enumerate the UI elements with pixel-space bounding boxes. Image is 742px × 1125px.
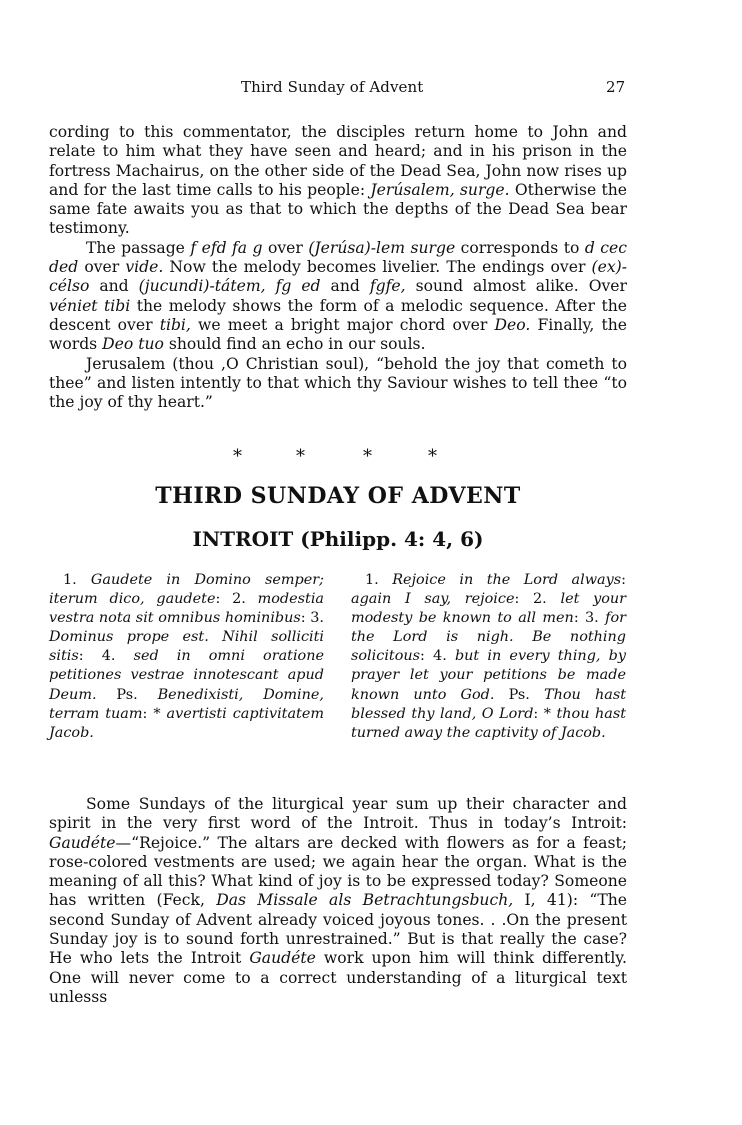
- italic-text-run: Gaudéte: [249, 949, 316, 968]
- text-run: : *: [142, 705, 167, 722]
- introit-english-column: [351, 571, 626, 743]
- text-run: Ps.: [96, 686, 158, 703]
- body-paragraph: [49, 795, 627, 1007]
- text-run: corresponds to: [455, 238, 585, 257]
- text-run: should find an echo in our souls.: [163, 335, 426, 354]
- italic-text-run: Dominus prope est. Nihil solliciti sitis: [49, 629, 324, 665]
- text-run: over: [262, 238, 309, 257]
- italic-text-run: f efd fa g: [190, 238, 263, 257]
- italic-text-run: again I say, rejoice: [351, 591, 515, 608]
- text-run: we meet a bright major chord over: [190, 315, 495, 334]
- text-run: and: [320, 277, 370, 296]
- text-run: Ps.: [494, 686, 545, 703]
- text-run: cording to this commentator, the disciples return home to John and relate to him what they have seen and heard; and in his prison in the fortress Machairus, on the other side of the Dead Sea, John now rises up and for the last time calls to his people:: [49, 123, 627, 199]
- text-run: Finally, the words: [49, 315, 627, 354]
- text-run: Now the melody becomes livelier. The endings over: [163, 258, 592, 277]
- text-run: sound almost alike. Over: [405, 277, 627, 296]
- text-run: : *: [533, 705, 557, 722]
- page-number: 27: [606, 78, 626, 96]
- running-head-title: Third Sunday of Advent: [241, 78, 424, 96]
- text-run: Some Sundays of the liturgical year sum up their character and spirit in the very first word of the Introit. Thus in today’s Introit:: [49, 795, 627, 833]
- introit-latin-text: [49, 571, 324, 743]
- text-run: 1.: [63, 572, 91, 588]
- italic-text-run: Gaudéte: [49, 833, 116, 852]
- text-run: : 2.: [215, 591, 258, 608]
- upper-body-text: [49, 123, 627, 412]
- text-run: the melody shows the form of a melodic sequence. After the descent over: [49, 296, 627, 334]
- text-run: over: [78, 258, 126, 277]
- separator-star: *: [233, 446, 242, 467]
- separator-star: *: [296, 446, 305, 467]
- text-run: 1.: [365, 572, 393, 588]
- body-paragraph: [49, 123, 627, 239]
- text-run: —“Rejoice.” The altars are decked with flowers as for a feast; rose-colored vestments are used; we again hear the organ. What is the meaning of all this? What kind of joy is to be expressed today? Someone has written (Feck,: [49, 833, 627, 910]
- italic-text-run: Rejoice in the Lord always: [392, 572, 622, 588]
- italic-text-run: d cec ded: [49, 238, 627, 277]
- lower-body-text: [49, 795, 627, 1007]
- italic-text-run: Thou hast blessed thy land, O Lord: [351, 686, 626, 722]
- italic-text-run: Deo tuo: [102, 335, 164, 354]
- text-run: work upon him will think differently. One will never come to a correct understanding of a liturgical text unlesss: [49, 949, 627, 1006]
- separator-star: *: [428, 446, 437, 467]
- italic-text-run: (jucundi)-tátem, fg ed: [138, 277, 321, 296]
- italic-text-run: véniet tibi: [49, 296, 131, 315]
- section-title: THIRD SUNDAY OF ADVENT: [155, 483, 521, 509]
- italic-text-run: tibi,: [159, 315, 191, 334]
- text-run: I, 41): “The second Sunday of Advent already voiced joyous tones. . .On the present Sunday joy is to sound forth unrestrained.” But is that really the case? He who lets the Introit: [49, 891, 628, 968]
- italic-text-run: but in every thing, by prayer let your petitions be made known unto God.: [351, 648, 626, 703]
- running-head: [0, 78, 742, 100]
- introit-english-text: [351, 571, 626, 743]
- italic-text-run: let your modesty be known to all men: [351, 591, 627, 627]
- italic-text-run: avertisti captivitatem Jacob.: [49, 705, 324, 741]
- italic-text-run: Jerúsalem, surge.: [370, 180, 510, 199]
- body-paragraph: [49, 239, 627, 355]
- italic-text-run: (Jerúsa)-lem surge: [308, 238, 456, 257]
- text-run: : 2.: [514, 591, 561, 608]
- italic-text-run: modestia vestra nota sit omnibus hominibus: [49, 591, 325, 627]
- text-run: and: [89, 277, 139, 296]
- italic-text-run: Gaudete in Domino semper; iterum dico, gaudete: [49, 572, 324, 608]
- italic-text-run: thou hast turned away the captivity of Jacob.: [351, 705, 626, 741]
- text-run: Jerusalem (thou ,O Christian soul), “behold the joy that cometh to thee” and listen intently to that which thy Saviour wishes to tell thee “to the joy of thy heart.”: [49, 354, 627, 412]
- text-run: : 3.: [300, 610, 324, 627]
- italic-text-run: Deo.: [494, 315, 531, 334]
- text-run: : 3.: [573, 610, 606, 627]
- text-run: :: [621, 572, 626, 588]
- body-paragraph: [49, 355, 627, 413]
- italic-text-run: Benedixisti, Domine, terram tuam: [49, 686, 325, 722]
- text-run: The passage: [86, 238, 191, 257]
- introit-latin-column: [49, 571, 324, 743]
- italic-text-run: (ex)-célso: [49, 258, 628, 296]
- section-separator: [0, 446, 742, 466]
- italic-text-run: Das Missale als Betrachtungsbuch,: [216, 891, 514, 910]
- text-run: : 4.: [420, 648, 455, 665]
- italic-text-run: sed in omni oratione petitiones vestrae innotescant apud Deum.: [49, 648, 324, 703]
- italic-text-run: vide.: [125, 258, 164, 277]
- italic-text-run: fgfe,: [369, 277, 406, 296]
- text-run: : 4.: [78, 648, 134, 665]
- italic-text-run: for the Lord is nigh. Be nothing solicitous: [351, 610, 626, 665]
- introit-heading: INTROIT (Philipp. 4: 4, 6): [192, 527, 484, 551]
- separator-star: *: [363, 446, 372, 467]
- text-run: Otherwise the same fate awaits you as that to which the depths of the Dead Sea bear testimony.: [49, 180, 628, 238]
